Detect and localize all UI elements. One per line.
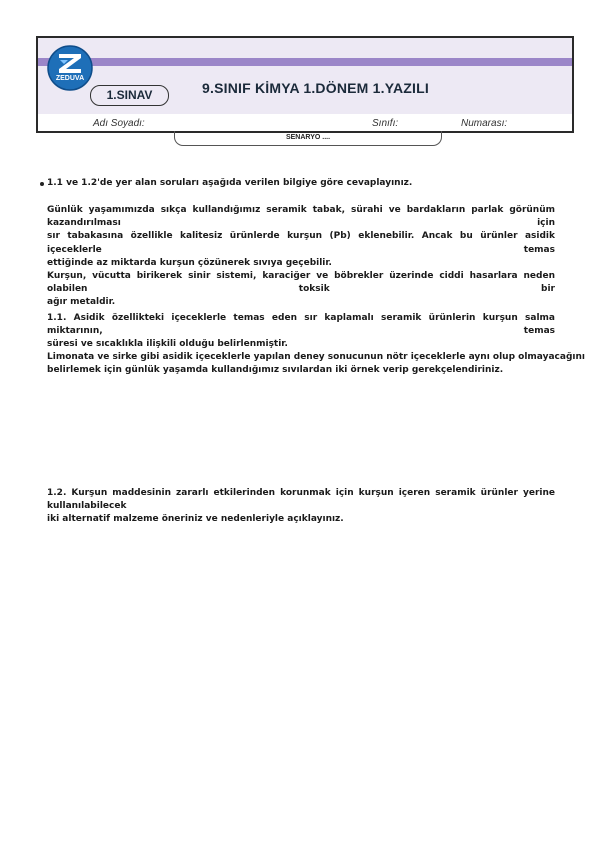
question-line: Limonata ve sirke gibi asidik içeceklerle yapılan deney sonucunun nötr içeceklerle aynı olup olmayacağını (47, 352, 585, 362)
exam-number-badge: 1.SINAV (90, 85, 169, 106)
zeduva-logo-icon (46, 44, 94, 92)
class-field-label: Sınıfı: (372, 118, 399, 129)
info-line: Günlük yaşamımızda sıkça kullandığımız seramik tabak, sürahi ve bardakların parlak görünüm kazandırılması için (47, 205, 555, 229)
question-1-1-context (47, 312, 555, 352)
page-title: 9.SINIF KİMYA 1.DÖNEM 1.YAZILI (202, 80, 429, 96)
scenario-tab: SENARYO .... (174, 131, 442, 146)
header-accent-stripe (38, 58, 572, 66)
intro-instruction (47, 177, 555, 190)
info-line: Kurşun, vücutta birikerek sinir sistemi, karaciğer ve böbrekler üzerinde ciddi hasarlara neden olabilen toksik bir (47, 271, 555, 295)
question-line: süresi ve sıcaklıkla ilişkili olduğu belirlenmiştir. (47, 339, 288, 350)
info-line: ağır metaldir. (47, 297, 116, 308)
question-line: 1.1. Asidik özellikteki içeceklerle temas eden sır kaplamalı seramik ürünlerin kurşun salma miktarının, temas (47, 313, 555, 337)
bullet-dot-icon (40, 182, 44, 186)
intro-line: 1.1 ve 1.2'de yer alan soruları aşağıda verilen bilgiye göre cevaplayınız. (47, 178, 413, 188)
question-line: belirlemek için günlük yaşamda kullandığımız sıvılardan iki örnek verip gerekçelendiriniz. (47, 365, 504, 376)
exam-header (36, 36, 574, 133)
question-1-2 (47, 487, 555, 527)
question-line: 1.2. Kurşun maddesinin zararlı etkilerinden korunmak için kurşun içeren seramik ürünler yerine kullanılabilecek (47, 488, 555, 512)
number-field-label: Numarası: (461, 118, 508, 129)
logo-label: ZEDUVA (55, 75, 85, 82)
name-field-label: Adı Soyadı: (93, 118, 145, 129)
question-line: iki alternatif malzeme öneriniz ve nedenleriyle açıklayınız. (47, 514, 344, 525)
question-1-1-prompt (47, 351, 585, 377)
info-paragraph (47, 204, 555, 310)
info-line: ettiğinde az miktarda kurşun çözünerek sıvıya geçebilir. (47, 257, 332, 268)
info-line: sır tabakasına özellikle kalitesiz ürünlerde kurşun (Pb) eklenebilir. Ancak bu ürünler asidik içeceklerle temas (47, 231, 555, 255)
